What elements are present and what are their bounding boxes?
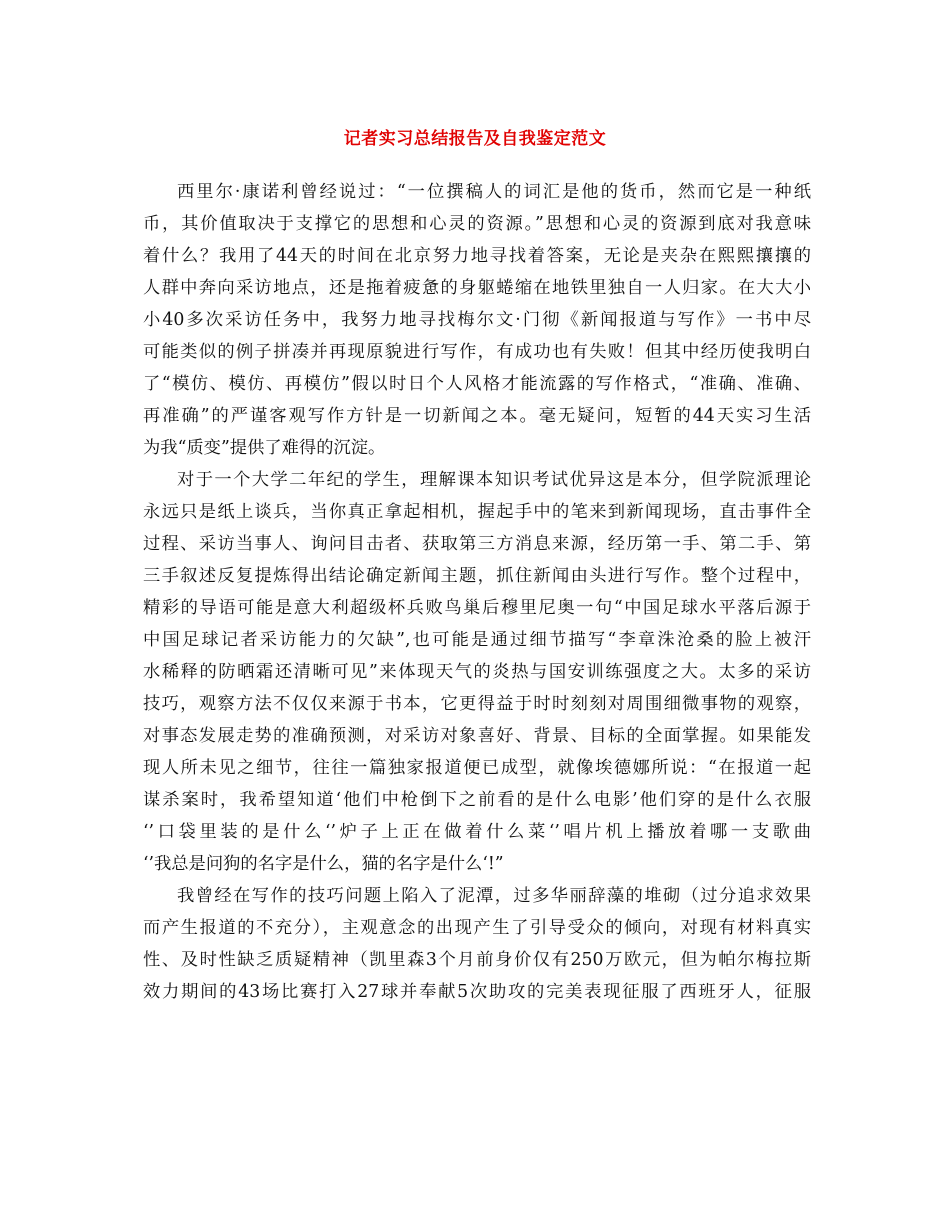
text-line: 性、及时性缺乏质疑精神（凯里森3个月前身价仅有250万欧元，但为帕尔梅拉斯 bbox=[143, 950, 811, 970]
text-line: 水稀释的防晒霜还清晰可见”来体现天气的炎热与国安训练强度之大。太多的采访 bbox=[143, 662, 811, 682]
text-line: 技巧，观察方法不仅仅来源于书本，它更得益于时时刻刻对周围细微事物的观察， bbox=[143, 694, 811, 714]
text-line: 再准确”的严谨客观写作方针是一切新闻之本。毫无疑问，短暂的44天实习生活 bbox=[143, 406, 811, 426]
text-line: 西里尔·康诺利曾经说过：“一位撰稿人的词汇是他的货币，然而它是一种纸 bbox=[177, 182, 811, 202]
text-line: 着什么？我用了44天的时间在北京努力地寻找着答案，无论是夹杂在熙熙攘攘的 bbox=[143, 246, 811, 266]
text-line: 中国足球记者采访能力的欠缺”,也可能是通过细节描写“李章洙沧桑的脸上被汗 bbox=[143, 630, 811, 650]
text-line: 效力期间的43场比赛打入27球并奉献5次助攻的完美表现征服了西班牙人，征服 bbox=[143, 982, 811, 1002]
text-line: 永远只是纸上谈兵，当你真正拿起相机，握起手中的笔来到新闻现场，直击事件全 bbox=[143, 502, 811, 522]
text-line: 币，其价值取决于支撑它的思想和心灵的资源。”思想和心灵的资源到底对我意味 bbox=[143, 214, 811, 234]
text-line: 过程、采访当事人、询问目击者、获取第三方消息来源，经历第一手、第二手、第 bbox=[143, 534, 811, 554]
text-line: 我曾经在写作的技巧问题上陷入了泥潭，过多华丽辞藻的堆砌（过分追求效果 bbox=[177, 886, 811, 906]
text-line: 小40多次采访任务中，我努力地寻找梅尔文·门彻《新闻报道与写作》一书中尽 bbox=[143, 310, 811, 330]
text-line: 对事态发展走势的准确预测，对采访对象喜好、背景、目标的全面掌握。如果能发 bbox=[143, 726, 811, 746]
text-line: ‘’我总是问狗的名字是什么，猫的名字是什么‘!” bbox=[143, 854, 504, 874]
text-line: 为我“质变”提供了难得的沉淀。 bbox=[143, 438, 386, 458]
document-body bbox=[143, 176, 811, 1008]
text-line: 现人所未见之细节，往往一篇独家报道便已成型，就像埃德娜所说：“在报道一起 bbox=[143, 758, 811, 778]
text-line: 而产生报道的不充分），主观意念的出现产生了引导受众的倾向，对现有材料真实 bbox=[143, 918, 811, 938]
text-line: 可能类似的例子拼凑并再现原貌进行写作，有成功也有失败！但其中经历使我明白 bbox=[143, 342, 811, 362]
text-line: 精彩的导语可能是意大利超级杯兵败鸟巢后穆里尼奥一句“中国足球水平落后源于 bbox=[143, 598, 811, 618]
text-line: ‘’口袋里装的是什么‘’炉子上正在做着什么菜‘’唱片机上播放着哪一支歌曲 bbox=[143, 822, 811, 842]
text-line: 谋杀案时，我希望知道‘他们中枪倒下之前看的是什么电影’他们穿的是什么衣服 bbox=[143, 790, 811, 810]
document-title: 记者实习总结报告及自我鉴定范文 bbox=[343, 129, 607, 149]
text-line: 了“模仿、模仿、再模仿”假以时日个人风格才能流露的写作格式，“准确、准确、 bbox=[143, 374, 811, 394]
text-line: 三手叙述反复提炼得出结论确定新闻主题，抓住新闻由头进行写作。整个过程中， bbox=[143, 566, 811, 586]
text-line: 人群中奔向采访地点，还是拖着疲惫的身躯蜷缩在地铁里独自一人归家。在大大小 bbox=[143, 278, 811, 298]
text-line: 对于一个大学二年纪的学生，理解课本知识考试优异这是本分，但学院派理论 bbox=[177, 470, 811, 490]
